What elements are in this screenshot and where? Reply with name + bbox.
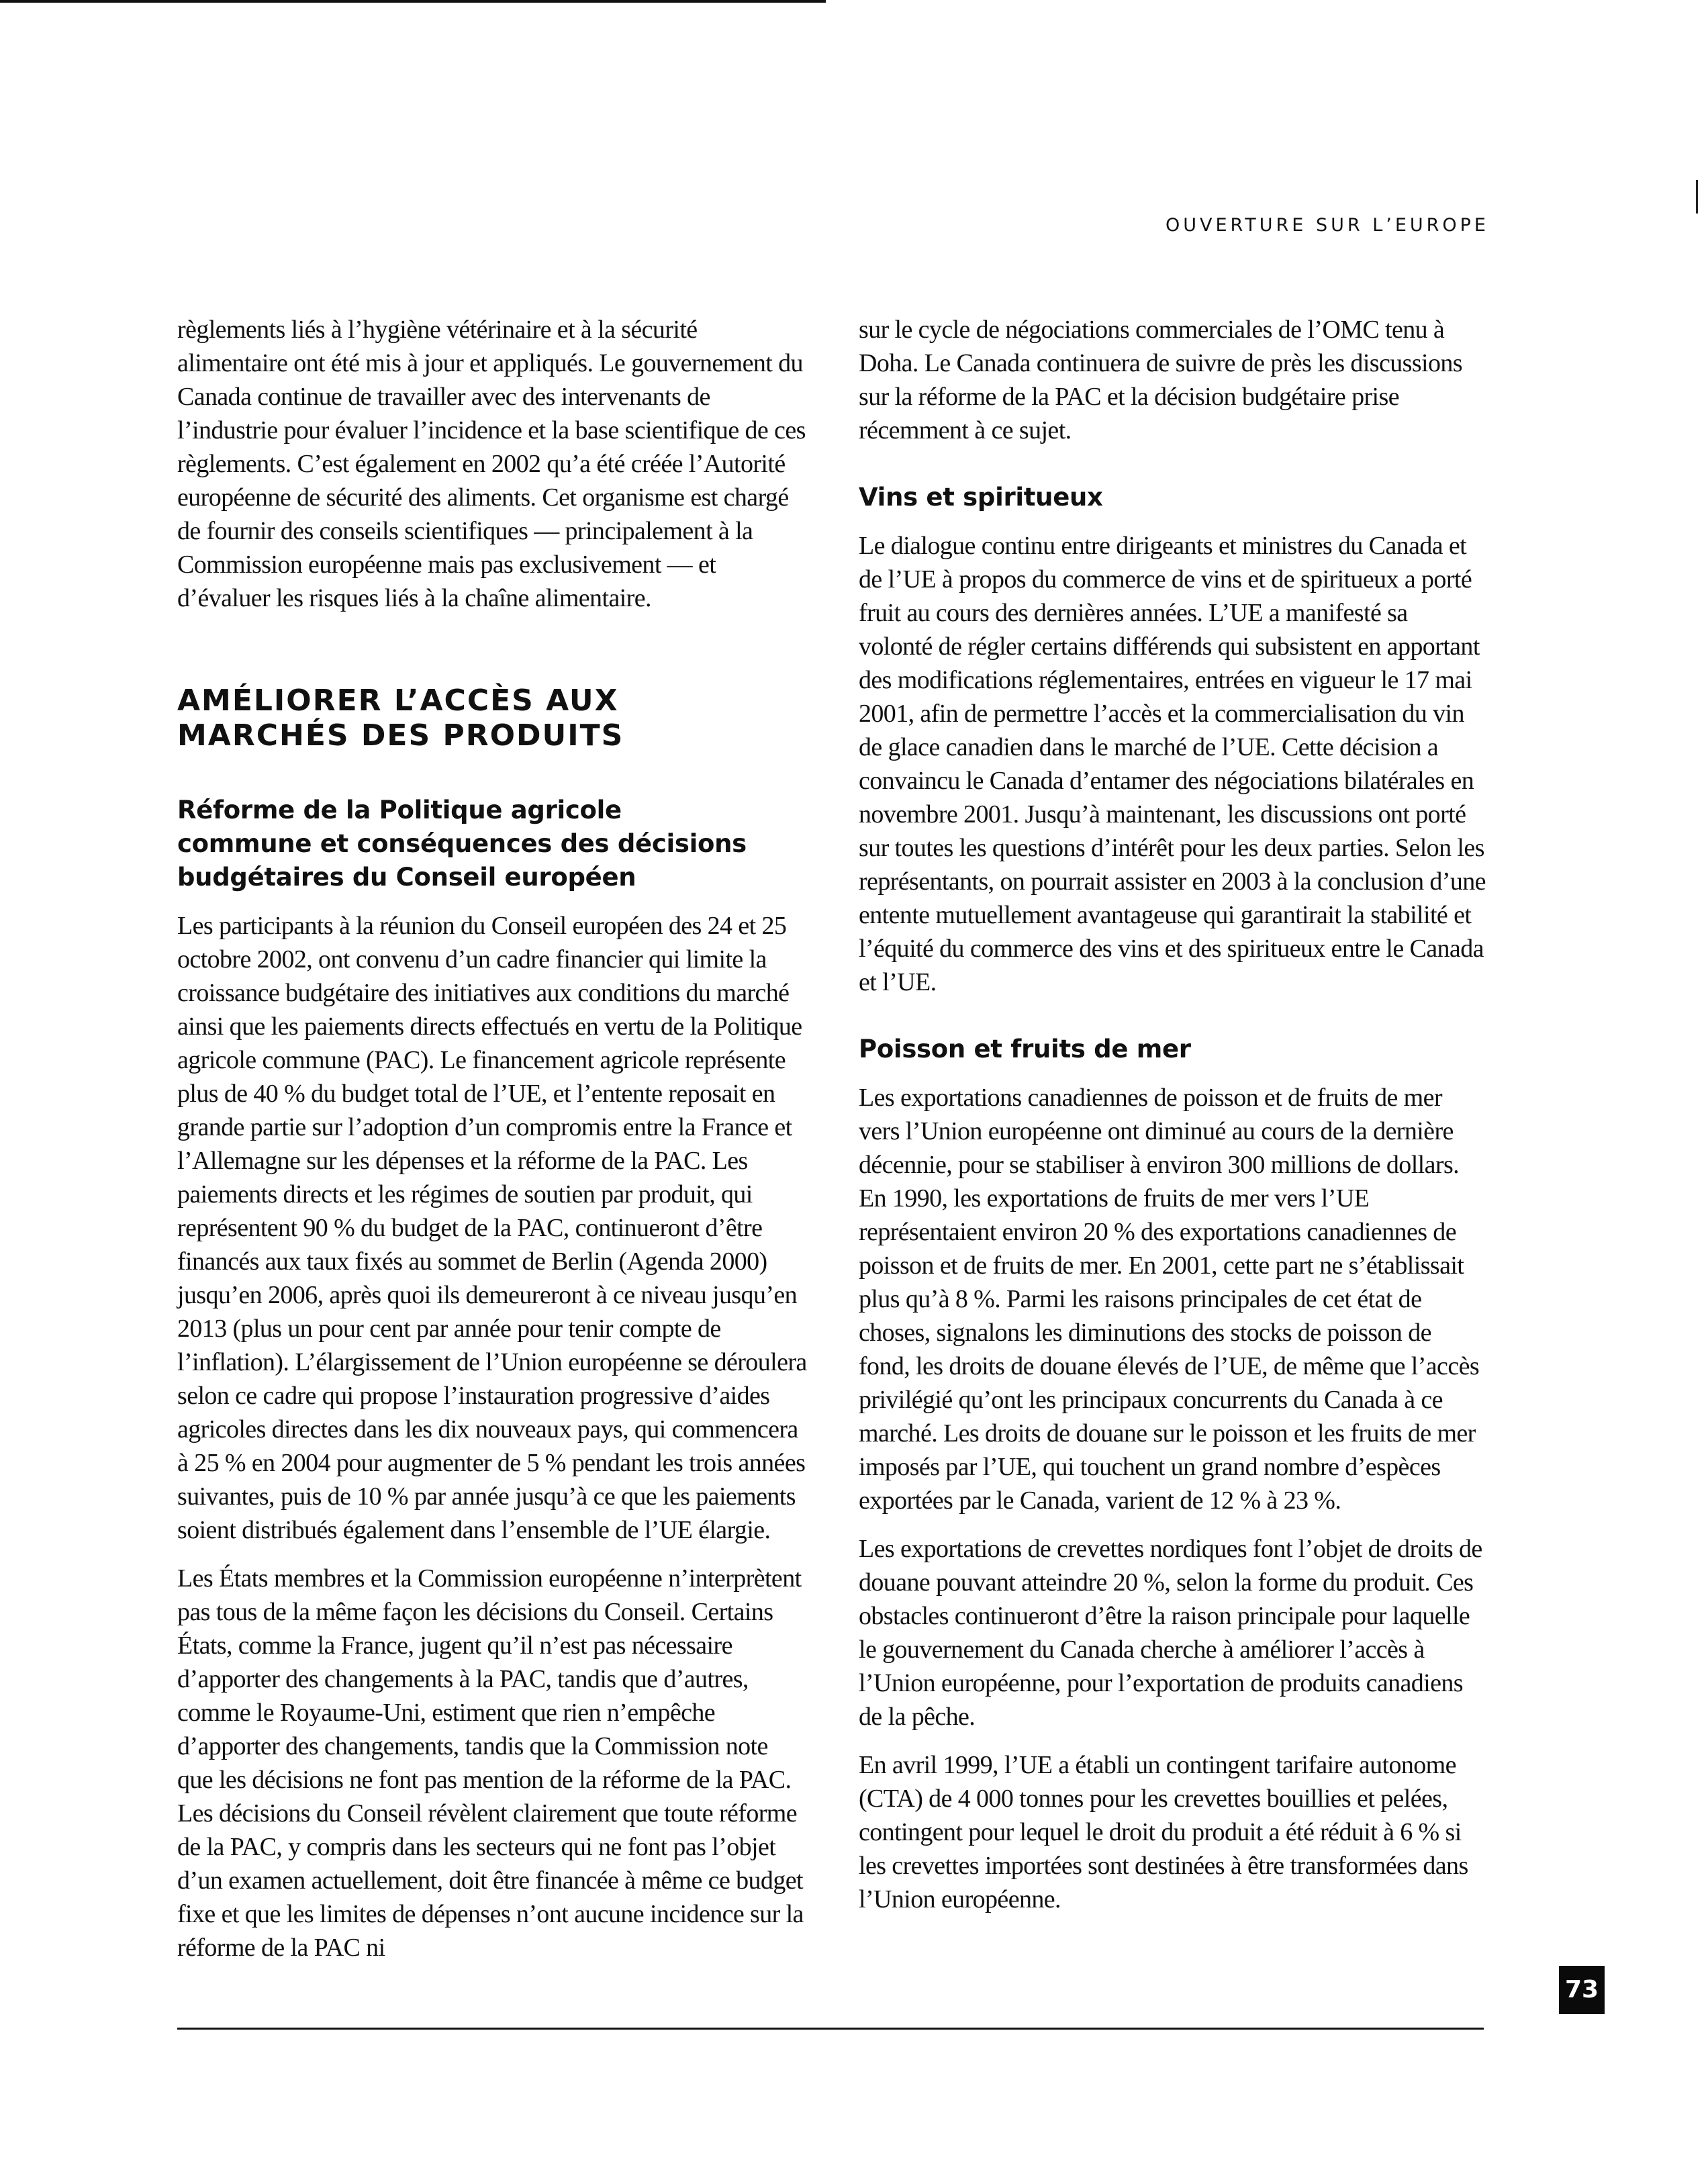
intro-text bbox=[177, 313, 808, 615]
paragraph: Les États membres et la Commission européenne n’interprètent pas tous de la même façon les décisions du Conseil. Certains États, comme la France, jugent qu’il n’est pas nécessaire d’apporter des changements à la PAC, tandis que d’autres, comme le Royaume-Uni, estiment que rien n’empêche d’apporter des changements, tandis que la Commission note que les décisions ne font pas mention de la réforme de la PAC. Les décisions du Conseil révèlent clairement que toute réforme de la PAC, y compris dans les secteurs qui ne font pas l’objet d’un examen actuellement, doit être financée à même ce budget fixe et que les limites de dépenses n’ont aucune incidence sur la réforme de la PAC ni bbox=[177, 1564, 804, 1962]
paragraph: Les participants à la réunion du Conseil européen des 24 et 25 octobre 2002, ont convenu d’un cadre financier qui limite la croissance budgétaire des initiatives aux conditions du marché ainsi que les paiements directs effectués en vertu de la Politique agricole commune (PAC). Le financement agricole représente plus de 40 % du budget total de l’UE, et l’entente reposait en grande partie sur l’adoption d’un compromis entre la France et l’Allemagne sur les dépenses et la réforme de la PAC. Les paiements directs et les régimes de soutien par produit, qui représentent 90 % du budget de la PAC, continueront d’être financés aux taux fixés au sommet de Berlin (Agenda 2000) jusqu’en 2006, après quoi ils demeureront à ce niveau jusqu’en 2013 (plus un pour cent par année pour tenir compte de l’inflation). L’élargissement de l’Union européenne se déroulera selon ce cadre qui propose l’instauration progressive d’aides agricoles directes dans les dix nouveaux pays, qui commencera à 25 % en 2004 pour augmenter de 5 % pendant les trois années suivantes, puis de 10 % par année jusqu’à ce que les paiements soient distribués également dans l’ensemble de l’UE élargie. bbox=[177, 912, 807, 1544]
top-rule bbox=[0, 0, 826, 3]
continuation-paragraph: sur le cycle de négociations commerciales de l’OMC tenu à Doha. Le Canada continuera de suivre de près les discussions sur la réforme de la PAC et la décision budgétaire prise récemment à ce sujet. bbox=[859, 316, 1462, 444]
edge-mark bbox=[1696, 180, 1698, 214]
left-column bbox=[177, 313, 808, 1964]
fish-text bbox=[859, 1081, 1486, 1916]
cap-reform-text bbox=[177, 909, 808, 1964]
bottom-rule bbox=[177, 2028, 1484, 2030]
paragraph: En avril 1999, l’UE a établi un contingent tarifaire autonome (CTA) de 4 000 tonnes pour les crevettes bouillies et pelées, contingent pour lequel le droit du produit a été réduit à 6 % si les crevettes importées sont destinées à être transformées dans l’Union européenne. bbox=[859, 1751, 1468, 1913]
wine-paragraph: Le dialogue continu entre dirigeants et ministres du Canada et de l’UE à propos du commerce de vins et de spiritueux a porté fruit au cours des dernières années. L’UE a manifesté sa volonté de régler certains différends qui subsistent en apportant des modifications réglementaires, entrées en vigueur le 17 mai 2001, afin de permettre l’accès et la commercialisation du vin de glace canadien dans le marché de l’UE. Cette décision a convaincu le Canada d’entamer des négociations bilatérales en novembre 2001. Jusqu’à maintenant, les discussions ont porté sur toutes les questions d’intérêt pour les deux parties. Selon les représentants, on pourrait assister en 2003 à la conclusion d’une entente mutuellement avantageuse qui garantirait la stabilité et l’équité du commerce des vins et des spiritueux entre le Canada et l’UE. bbox=[859, 532, 1486, 996]
subheading-cap-reform: Réforme de la Politique agricole commune et conséquences des décisions budgétaires du Conseil européen bbox=[177, 796, 747, 892]
intro-paragraph: règlements liés à l’hygiène vétérinaire et à la sécurité alimentaire ont été mis à jour et appliqués. Le gouvernement du Canada continue de travailler avec des intervenants de l’industrie pour évaluer l’incidence et la base scientifique de ces règlements. C’est également en 2002 qu’a été créée l’Autorité européenne de sécurité des aliments. Cet organisme est chargé de fournir des conseils scientifiques — principalement à la Commission européenne mais pas exclusivement — et d’évaluer les risques liés à la chaîne alimentaire. bbox=[177, 316, 806, 612]
subheading-fish: Poisson et fruits de mer bbox=[859, 1035, 1191, 1063]
running-head: OUVERTURE SUR L’EUROPE bbox=[1165, 215, 1489, 236]
right-column bbox=[859, 313, 1486, 1916]
subheading-wine: Vins et spiritueux bbox=[859, 483, 1103, 512]
page-number: 73 bbox=[1559, 1966, 1605, 2014]
section-heading: AMÉLIORER L’ACCÈS AUX MARCHÉS DES PRODUITS bbox=[177, 683, 624, 753]
continuation-text bbox=[859, 313, 1486, 447]
paragraph: Les exportations canadiennes de poisson et de fruits de mer vers l’Union européenne ont diminué au cours de la dernière décennie, pour se stabiliser à environ 300 millions de dollars. En 1990, les exportations de fruits de mer vers l’UE représentaient environ 20 % des exportations canadiennes de poisson et de fruits de mer. En 2001, cette part ne s’établissait plus qu’à 8 %. Parmi les raisons principales de cet état de choses, signalons les diminutions des stocks de poisson de fond, les droits de douane élevés de l’UE, de même que l’accès privilégié qu’ont les principaux concurrents du Canada à ce marché. Les droits de douane sur le poisson et les fruits de mer imposés par l’UE, qui touchent un grand nombre d’espèces exportées par le Canada, varient de 12 % à 23 %. bbox=[859, 1084, 1480, 1515]
paragraph: Les exportations de crevettes nordiques font l’objet de droits de douane pouvant atteindre 20 %, selon la forme du produit. Ces obstacles continueront d’être la raison principale pour laquelle le gouvernement du Canada cherche à améliorer l’accès à l’Union européenne, pour l’exportation de produits canadiens de la pêche. bbox=[859, 1535, 1482, 1731]
wine-text bbox=[859, 529, 1486, 999]
